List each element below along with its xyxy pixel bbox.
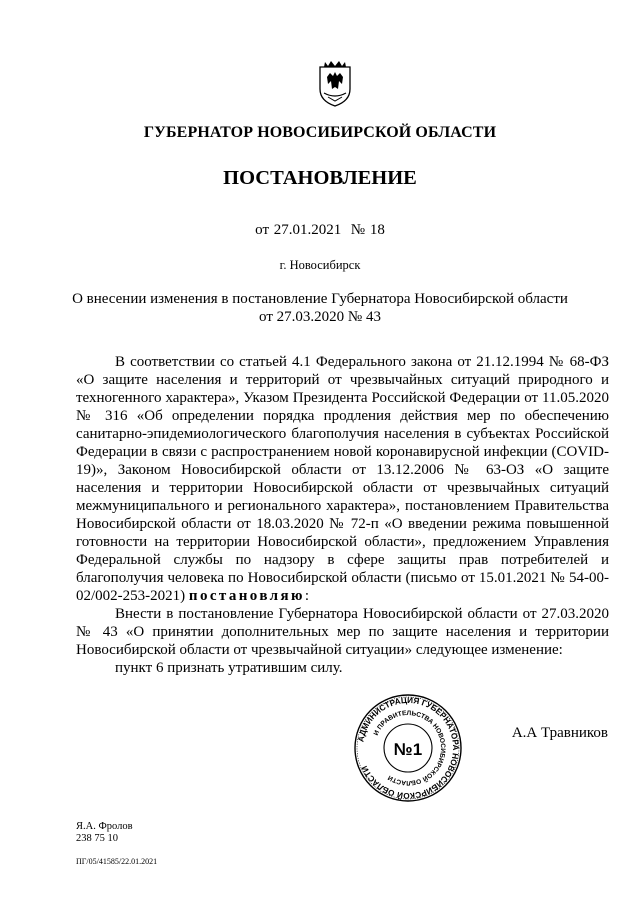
body-paragraph-2: Внести в постановление Губернатора Новосибирской области от 27.03.2020 № 43 «О принятии дополнительных мер по защите населения и территории Новосибирской области от чрезвычайной ситуации» следующее изменение: (76, 606, 609, 658)
authority-title: ГУБЕРНАТОР НОВОСИБИРСКОЙ ОБЛАСТИ (143, 124, 497, 141)
document-date-number: от 27.01.2021 № 18 (255, 222, 385, 238)
decree-colon: : (304, 588, 309, 604)
body-paragraph-1 (76, 353, 609, 605)
decree-word: постановляю (188, 588, 305, 604)
document-city: г. Новосибирск (279, 258, 361, 272)
official-seal (353, 693, 463, 803)
seal-inner-text: И ПРАВИТЕЛЬСТВА НОВОСИБИРСКОЙ ОБЛАСТИ (372, 709, 447, 787)
paragraph-1-text: В соответствии со статьей 4.1 Федерального закона от 21.12.1994 № 68-ФЗ «О защите населения и территорий от чрезвычайных ситуаций природного и техногенного характера», Указом Президента Российской Федерации от 11.05.2020 № 316 «Об определении порядка продления действия мер по обеспечению санитарно-эпидемиологического благополучия населения в субъектах Российской Федерации в связи с распространением новой коронавирусной инфекции (COVID-19)», Законом Новосибирской области от 13.12.2006 № 63-ОЗ «О защите населения и территории Новосибирской области от чрезвычайных ситуаций межмуниципального и регионального характера», постановлением Правительства Новосибирской области от 18.03.2020 № 72-п «О введении режима повышенной готовности на территории Новосибирской области», предложением Управления Федеральной службы по надзору в сфере защиты прав потребителей и благополучия человека по Новосибирской области (письмо от 15.01.2021 № 54-00-02/002-253-2021) (76, 354, 609, 604)
seal-ring-text: АДМИНИСТРАЦИЯ ГУБЕРНАТОРА НОВОСИБИРСКОЙ ОБЛАСТИ (356, 695, 461, 801)
body-paragraph-3: пункт 6 признать утратившим силу. (115, 660, 343, 676)
subject-line-2: от 27.03.2020 № 43 (259, 309, 381, 325)
subject-line-1: О внесении изменения в постановление Губернатора Новосибирской области (72, 291, 568, 307)
signatory-name: А.А Травников (511, 725, 608, 741)
document-subject (60, 290, 580, 326)
document-body (76, 353, 609, 677)
seal-number: №1 (393, 740, 423, 759)
document-type: ПОСТАНОВЛЕНИЕ (223, 167, 417, 189)
registration-number: ПГ/05/41585/22.01.2021 (76, 857, 158, 866)
coat-of-arms-icon (316, 57, 354, 107)
executor-phone: 238 75 10 (76, 833, 118, 844)
executor-name: Я.А. Фролов (76, 821, 133, 832)
